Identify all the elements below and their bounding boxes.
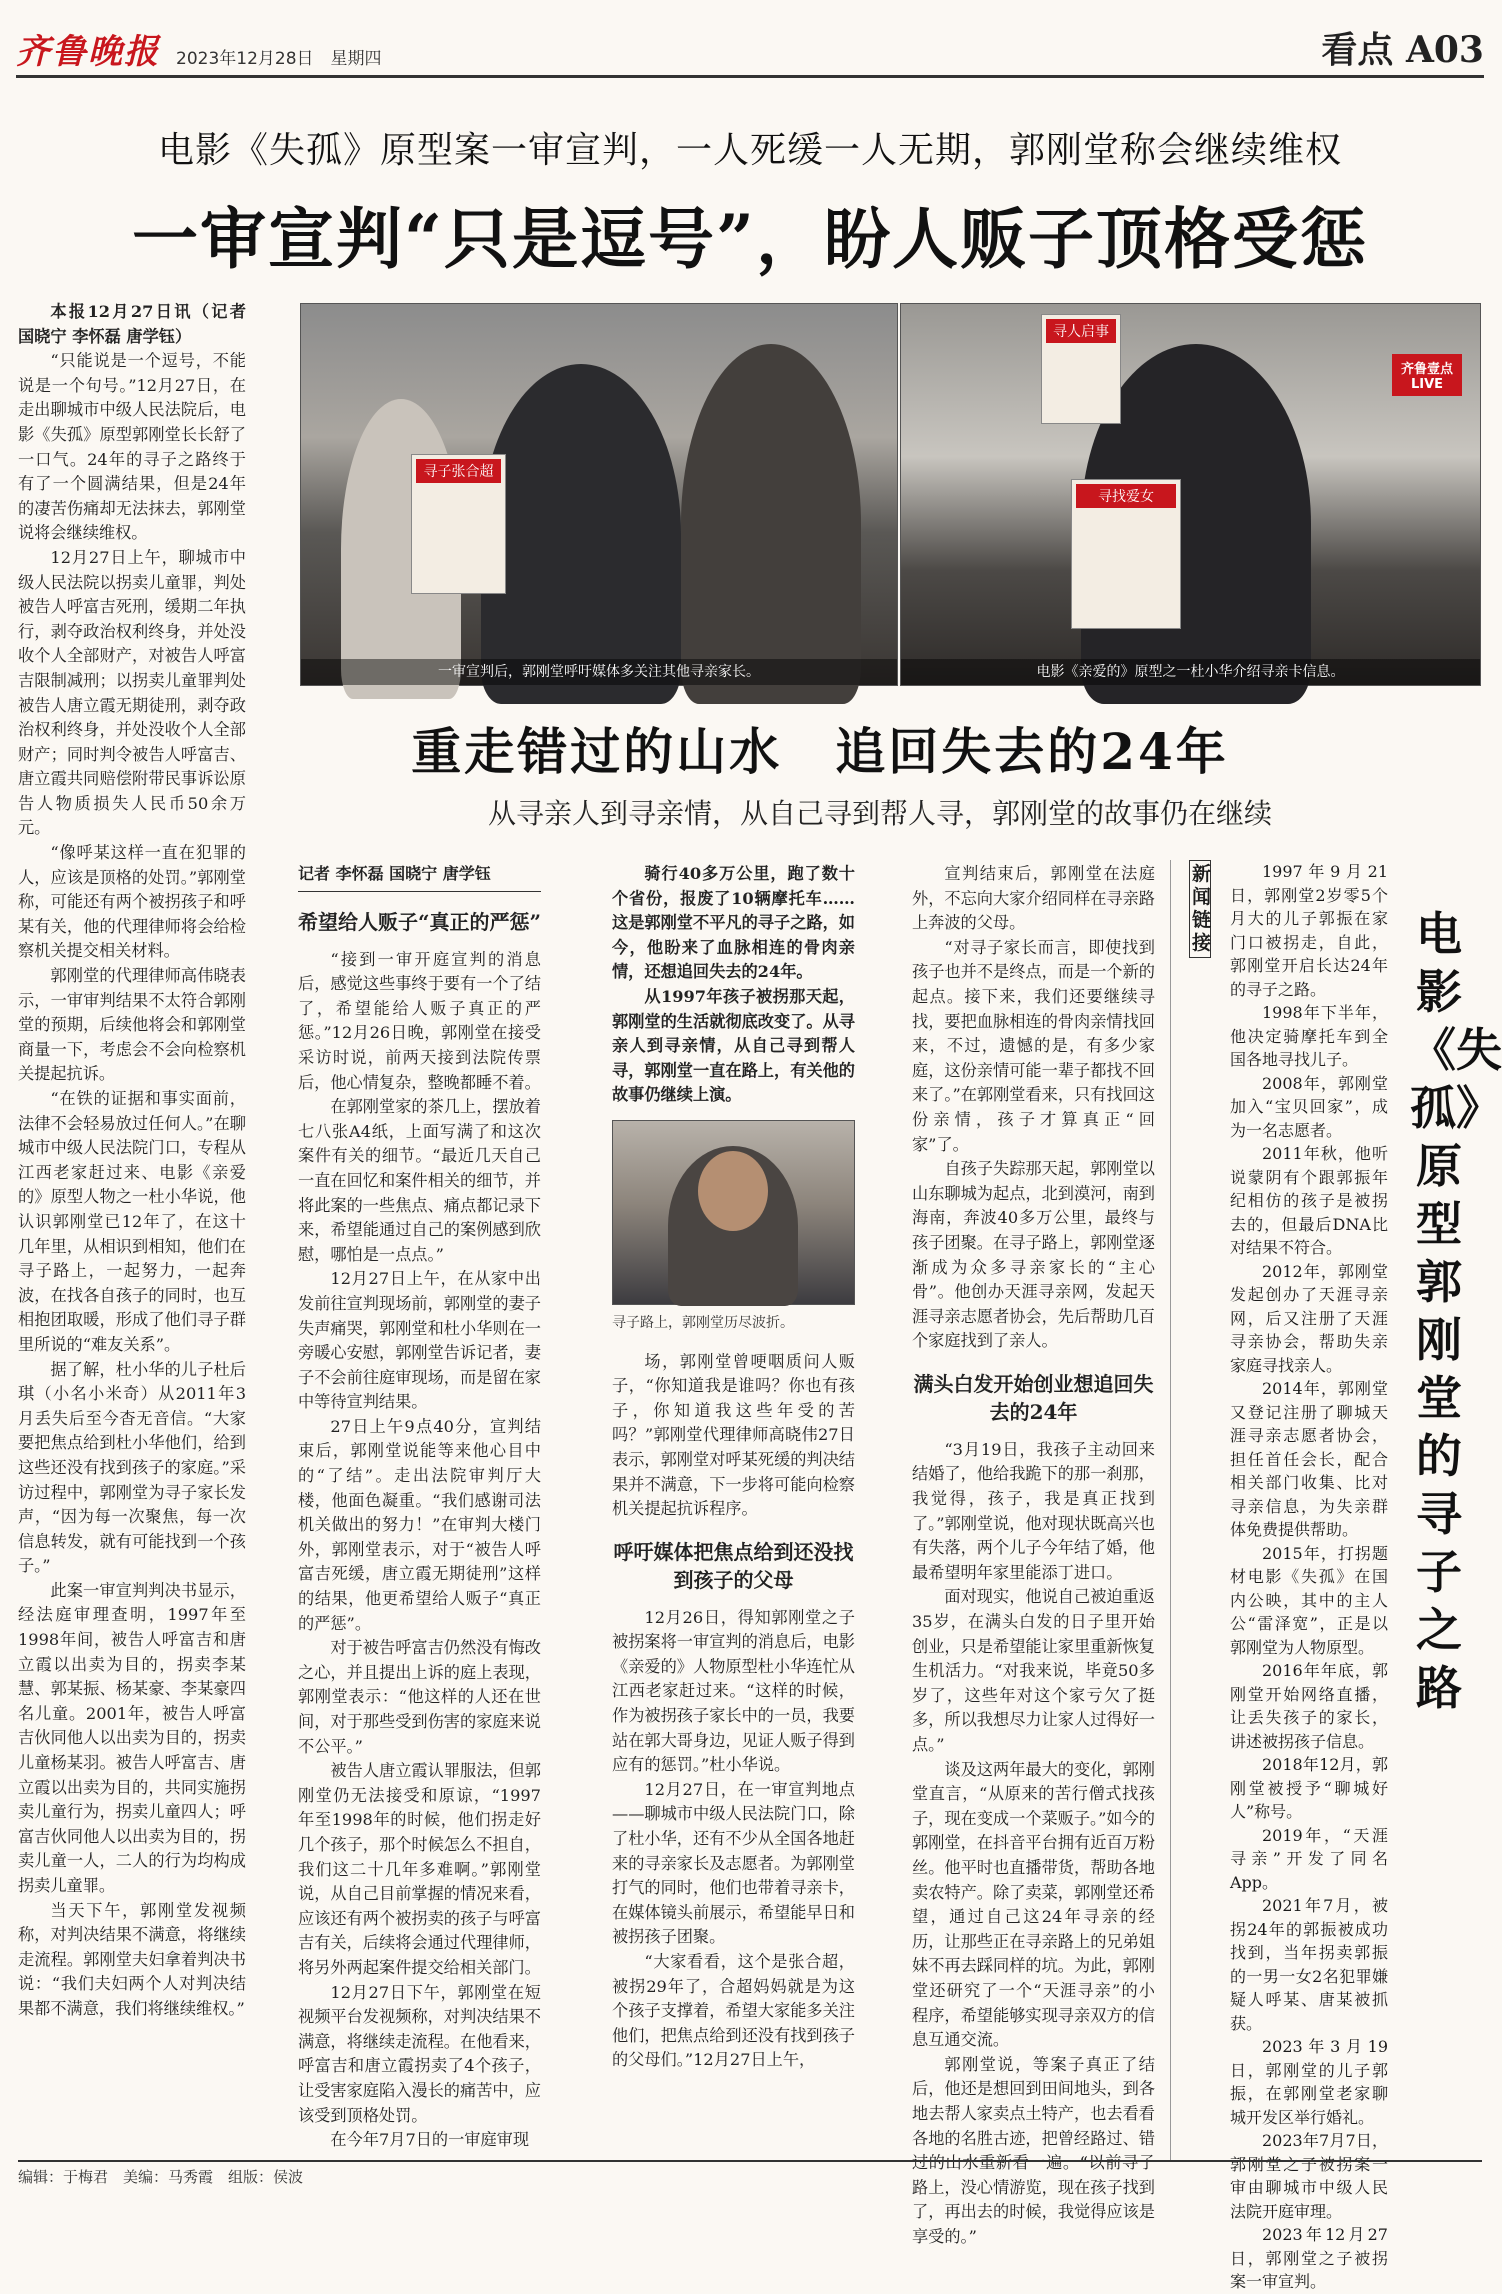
- poster-title: 寻子张合超: [416, 459, 501, 483]
- body-paragraph: 郭刚堂说，等案子真正了结后，他还是想回到田间地头，到各地去帮人家卖点土特产，也去看看各地的名胜古迹，把曾经路过、错过的山水重新看一遍。“以前寻子路上，没心情游览，现在孩子找到了，再出去的时候，我觉得应该是享受的。”: [912, 2054, 1155, 2246]
- body-paragraph: 谈及这两年最大的变化，郭刚堂直言，“从原来的苦行僧式找孩子，现在变成一个菜贩子。”如今的郭刚堂，在抖音平台拥有近百万粉丝。他平时也直播带货，帮助各地卖农特产。除了卖菜，郭刚堂还希望，通过自己这24年寻亲的经历，让那些正在寻亲路上的兄弟姐妹不再去踩同样的坑。为此，郭刚堂还研究了一个“天涯寻亲”的小程序，希望能够实现寻亲双方的信息互通交流。: [912, 1759, 1155, 2050]
- timeline-entry: 2016年年底，郭刚堂开始网络直播，让丢失孩子的家长，讲述被拐孩子信息。: [1230, 1661, 1388, 1751]
- subhead-severe-punishment: 希望给人贩子“真正的严惩”: [298, 909, 542, 934]
- timeline-sidebar: [1230, 860, 1388, 2291]
- body-paragraph: 27日上午9点40分，宣判结束后，郭刚堂说能等来他心目中的“了结”。走出法院审判厅大楼，他面色凝重。“我们感谢司法机关做出的努力！”在审判大楼门外，郭刚堂表示，对于“被告人呼富吉死缓，唐立霞无期徒刑”这样的结果，他更希望给人贩子“真正的严惩”。: [298, 1416, 541, 1633]
- figure-guo-gangtang: [481, 364, 681, 704]
- sidebar-title: 电影《失孤》原型郭刚堂的寻子之路: [1410, 907, 1502, 1715]
- photo-du-xiaohua: [900, 303, 1481, 686]
- timeline-entry: 2018年12月，郭刚堂被授予“聊城好人”称号。: [1230, 1755, 1388, 1821]
- body-paragraph: 12月27日下午，郭刚堂在短视频平台发视频称，对判决结果不满意，将继续走流程。在他看来，呼富吉和唐立霞拐卖了4个孩子，让受害家庭陷入漫长的痛苦中，应该受到顶格处罚。: [298, 1982, 541, 2125]
- lead-paragraph: 据了解，杜小华的儿子杜后琪（小名小米奇）从2011年3月丢失后至今杳无音信。“大家要把焦点给到杜小华他们，给到这些还没有找到孩子的家庭。”采访过程中，郭刚堂为寻子家长发声，“因为每一次聚焦，每一次信息转发，就有可能找到一个孩子。”: [18, 1359, 246, 1576]
- body-paragraph: 12月27日上午，在从家中出发前往宣判现场前，郭刚堂的妻子失声痛哭，郭刚堂和杜小华则在一旁暖心安慰，郭刚堂告诉记者，妻子不会前往庭审现场，而是留在家中等待宣判结果。: [298, 1269, 541, 1412]
- poster-top-title: 寻人启事: [1046, 319, 1116, 343]
- timeline-entry: 2021年7月，被拐24年的郭振被成功找到，当年拐卖郭振的一男一女2名犯罪嫌疑人呼某、唐某被抓获。: [1230, 1896, 1388, 2033]
- feature-column-1: [298, 862, 541, 2162]
- timeline-entry: 2023年3月19日，郭刚堂的儿子郭振，在郭刚堂老家聊城开发区举行婚礼。: [1230, 2037, 1388, 2127]
- body-paragraph: “3月19日，我孩子主动回来结婚了，他给我跪下的那一刹那，我觉得，孩子，我是真正找到了。”郭刚堂说，他对现状既高兴也有失落，两个儿子今年结了婚，他最希望明年家里能添丁进口。: [912, 1439, 1155, 1582]
- headline-kicker: 电影《失孤》原型案一审宣判，一人死缓一人无期，郭刚堂称会继续维权: [157, 130, 1342, 171]
- lead-paragraph: 郭刚堂的代理律师高伟晓表示，一审审判结果不太符合郭刚堂的预期，后续他将会和郭刚堂商量一下，考虑会不会向检察机关提起抗诉。: [18, 966, 246, 1084]
- lead-paragraph: 当天下午，郭刚堂发视频称，对判决结果不满意，将继续走流程。郭刚堂夫妇拿着判决书说：“我们夫妇两个人对判决结果都不满意，我们将继续维权。”: [18, 1900, 246, 2018]
- portrait-caption: 寻子路上，郭刚堂历尽波折。: [612, 1314, 794, 1331]
- poster-right-title: 寻找爱女: [1076, 484, 1176, 508]
- intro-paragraph-1: 骑行40多万公里，跑了数十个省份，报废了10辆摩托车……这是郭刚堂不平凡的寻子之路，如今，他盼来了血脉相连的骨肉亲情，还想追回失去的24年。: [612, 864, 855, 982]
- timeline-items: [1230, 860, 1388, 2294]
- body-paragraph: 自孩子失踪那天起，郭刚堂以山东聊城为起点，北到漠河，南到海南，奔波40多万公里，最终与孩子团聚。在寻子路上，郭刚堂逐渐成为众多寻亲家长的“主心骨”。他创办天涯寻亲网，发起天涯寻亲志愿者协会，先后帮助几百个家庭找到了亲人。: [912, 1159, 1155, 1351]
- timeline-entry: 1997年9月21日，郭刚堂2岁零5个月大的儿子郭振在家门口被拐走，自此，郭刚堂开启长达24年的寻子之路。: [1230, 862, 1388, 999]
- subhead-start-business: 满头白发开始创业想追回失去的24年: [913, 1371, 1154, 1424]
- timeline-entry: 2023年7月7日，郭刚堂之子被拐案一审由聊城市中级人民法院开庭审理。: [1230, 2131, 1388, 2221]
- photo-caption-left: 一审宣判后，郭刚堂呼吁媒体多关注其他寻亲家长。: [301, 659, 897, 685]
- timeline-entry: 2023年12月27日，郭刚堂之子被拐案一审宣判。: [1230, 2225, 1388, 2291]
- subhead-media-focus: 呼吁媒体把焦点给到还没找到孩子的父母: [613, 1539, 854, 1592]
- feature-headline: 重走错过的山水 追回失去的24年: [411, 722, 1229, 781]
- column-2b-paragraphs: [612, 1606, 855, 2073]
- body-paragraph: 12月26日，得知郭刚堂之子被拐案将一审宣判的消息后，电影《亲爱的》人物原型杜小华连忙从江西老家赶过来。“这样的时候，作为被拐孩子家长中的一员，我要站在郭大哥身边，见证人贩子得到应有的惩罚。”杜小华说。: [612, 1607, 855, 1775]
- missing-poster-right: [1071, 479, 1181, 629]
- body-paragraph: 在今年7月7日的一审庭审现: [330, 2130, 530, 2150]
- column-1-paragraphs: [298, 948, 541, 2153]
- timeline-entry: 1998年下半年，他决定骑摩托车到全国各地寻找儿子。: [1230, 1003, 1388, 1069]
- lead-paragraph: “只能说是一个逗号，不能说是一个句号。”12月27日，在走出聊城市中级人民法院后，电影《失孤》原型郭刚堂长长舒了一口气。24年的寻子之路终于有了一个圆满结果，但是24年的凄苦伤痛却无法抹去，郭刚堂说将会继续维权。: [18, 351, 246, 543]
- body-paragraph: “对寻子家长而言，即使找到孩子也并不是终点，而是一个新的起点。接下来，我们还要继续寻找，要把血脉相连的骨肉亲情找回来，不过，遗憾的是，有多少家庭，这份亲情可能一辈子都找不回来了。”在郭刚堂看来，只有找回这份亲情，孩子才算真正“回家”了。: [912, 937, 1155, 1154]
- timeline-entry: 2012年，郭刚堂发起创办了天涯寻亲网，后又注册了天涯寻亲协会，帮助失亲家庭寻找亲人。: [1230, 1261, 1388, 1375]
- body-paragraph: 场，郭刚堂曾哽咽质问人贩子，“你知道我是谁吗？你也有孩子，你知道我这些年受的苦吗？”郭刚堂代理律师高晓伟27日表示，郭刚堂对呼某死缓的判决结果并不满意，下一步将可能向检察机关提起抗诉程序。: [612, 1351, 855, 1519]
- portrait-photo: [612, 1120, 855, 1305]
- body-paragraph: “大家看看，这个是张合超，被拐29年了，合超妈妈就是为这个孩子支撑着，希望大家能多关注他们，把焦点给到还没有找到孩子的父母们。”12月27日上午，: [612, 1952, 855, 2070]
- lead-paragraph: 12月27日上午，聊城市中级人民法院以拐卖儿童罪，判处被告人呼富吉死刑，缓期二年执行，剥夺政治权利终身，并处没收个人全部财产，对被告人呼富吉限制减刑；以拐卖儿童罪判处被告人唐立霞无期徒刑，剥夺政治权利终身，并处没收个人全部财产；同时判令被告人呼富吉、唐立霞共同赔偿附带民事诉讼原告人物质损失人民币50余万元。: [18, 547, 246, 838]
- missing-poster-top: [1041, 314, 1121, 424]
- page-footer: 编辑：于梅君 美编：马秀霞 组版：侯波: [18, 2160, 1482, 2190]
- body-paragraph: 面对现实，他说自己被迫重返35岁，在满头白发的日子里开始创业，只是希望能让家里重新恢复生机活力。“对我来说，毕竟50多岁了，这些年对这个家亏欠了挺多，所以我想尽力让家人过得好一点。”: [912, 1587, 1155, 1754]
- lead-article: [18, 300, 246, 2160]
- issue-date: 2023年12月28日 星期四: [176, 49, 382, 69]
- lead-byline: 本报12月27日讯（记者 国晓宁 李怀磊 唐学钰）: [18, 302, 246, 346]
- column-2-paragraphs: [612, 1350, 855, 1522]
- photo-caption-right: 电影《亲爱的》原型之一杜小华介绍寻亲卡信息。: [901, 659, 1480, 685]
- lead-paragraph: “在铁的证据和事实面前，法律不会轻易放过任何人。”在聊城市中级人民法院门口，专程从江西老家赶过来、电影《亲爱的》原型人物之一杜小华说，他认识郭刚堂已12年了，在这十几年里，从相识到相知，他们在寻子路上，一起努力，一起奔波，在找各自孩子的同时，也互相抱团取暖，形成了他们寻子群里所说的“难友关系”。: [18, 1089, 246, 1354]
- main-headline: 一审宣判“只是逗号”，盼人贩子顶格受惩: [132, 200, 1368, 278]
- photo-court-exit: [300, 303, 898, 686]
- newspaper-masthead: 齐鲁晚报: [16, 32, 160, 72]
- body-paragraph: 被告人唐立霞认罪服法，但郭刚堂仍无法接受和原谅，“1997年至1998年的时候，他们拐走好几个孩子，那个时候怎么不担自，我们这二十几年多难啊。”郭刚堂说，从自己目前掌握的情况来看，应该还有两个被拐卖的孩子与呼富吉有关，后续将会通过代理律师，将另外两起案件提交给相关部门。: [298, 1761, 541, 1977]
- column-3b-paragraphs: [912, 1438, 1155, 2250]
- portrait-face: [698, 1151, 768, 1231]
- news-link-label: 新闻链接: [1189, 860, 1211, 958]
- timeline-entry: 2019年，“天涯寻亲”开发了同名App。: [1230, 1825, 1388, 1892]
- missing-poster-left: [411, 454, 506, 594]
- live-badge: 齐鲁壹点 LIVE: [1392, 354, 1462, 396]
- figure-crowd: [681, 344, 861, 704]
- lead-paragraph: 此案一审宣判判决书显示，经法庭审理查明，1997年至1998年间，被告人呼富吉和唐立霞以出卖为目的，拐卖李某慧、郭某振、杨某豪、李某豪四名儿童。2001年，被告人呼富吉伙同他人以出卖为目的，拐卖儿童杨某羽。被告人呼富吉、唐立霞以出卖为目的，共同实施拐卖儿童行为，拐卖儿童四人；呼富吉伙同他人以出卖为目的，拐卖儿童一人，二人的行为均构成拐卖儿童罪。: [18, 1580, 246, 1895]
- timeline-entry: 2011年秋，他听说蒙阴有个跟郭振年纪相仿的孩子是被拐去的，但最后DNA比对结果不符合。: [1230, 1144, 1388, 1257]
- intro-paragraph-2: 从1997年孩子被拐那天起，郭刚堂的生活就彻底改变了。从寻亲人到寻亲情，从自己寻到帮人寻，郭刚堂一直在路上，有关他的故事仍继续上演。: [612, 986, 855, 1105]
- body-paragraph: 宣判结束后，郭刚堂在法庭外，不忘向大家介绍同样在寻亲路上奔波的父母。: [912, 864, 1155, 933]
- page-header: [16, 10, 1484, 78]
- body-paragraph: 在郭刚堂家的茶几上，摆放着七八张A4纸，上面写满了和这次案件有关的细节。“最近几天自己一直在回忆和案件相关的细节，并将此案的一些焦点、痛点都记录下来，希望能通过自己的案例感到欣慰，哪怕是一点点。”: [298, 1097, 541, 1264]
- timeline-entry: 2014年，郭刚堂又登记注册了聊城天涯寻亲志愿者协会，担任首任会长，配合相关部门收集、比对寻亲信息，为失亲群体免费提供帮助。: [1230, 1379, 1388, 1539]
- feature-deck: 从寻亲人到寻亲情，从自己寻到帮人寻，郭刚堂的故事仍在继续: [487, 797, 1272, 830]
- section-label: 看点 A03: [1321, 29, 1484, 71]
- timeline-entry: 2008年，郭刚堂加入“宝贝回家”，成为一名志愿者。: [1230, 1073, 1388, 1140]
- column-divider: [1170, 860, 1171, 2160]
- feature-byline: 记者 李怀磊 国晓宁 唐学钰: [298, 862, 541, 892]
- lead-paragraph: “像呼某这样一直在犯罪的人，应该是顶格的处罚。”郭刚堂称，可能还有两个被拐孩子和呼某有关，他的代理律师将会给检察机关提交相关材料。: [18, 843, 246, 961]
- column-3-paragraphs: [912, 862, 1155, 1354]
- body-paragraph: “接到一审开庭宣判的消息后，感觉这些事终于要有一个了结了，希望能给人贩子真正的严惩。”12月26日晚，郭刚堂在接受采访时说，前两天接到法院传票后，他心情复杂，整晚都睡不着。: [298, 949, 541, 1092]
- feature-column-2: [612, 862, 855, 2162]
- body-paragraph: 12月27日，在一审宣判地点——聊城市中级人民法院门口，除了杜小华，还有不少从全国各地赶来的寻亲家长及志愿者。为郭刚堂打气的同时，他们也带着寻亲卡，在媒体镜头前展示，希望能早日和被拐孩子团聚。: [612, 1779, 855, 1947]
- lead-paragraphs: [18, 349, 246, 2021]
- body-paragraph: 对于被告呼富吉仍然没有悔改之心，并且提出上诉的庭上表现，郭刚堂表示：“他这样的人还在世间，对于那些受到伤害的家庭来说不公平。”: [298, 1638, 541, 1756]
- feature-column-3: [912, 862, 1155, 2246]
- timeline-entry: 2015年，打拐题材电影《失孤》在国内公映，其中的主人公“雷泽宽”，正是以郭刚堂为人物原型。: [1230, 1543, 1388, 1657]
